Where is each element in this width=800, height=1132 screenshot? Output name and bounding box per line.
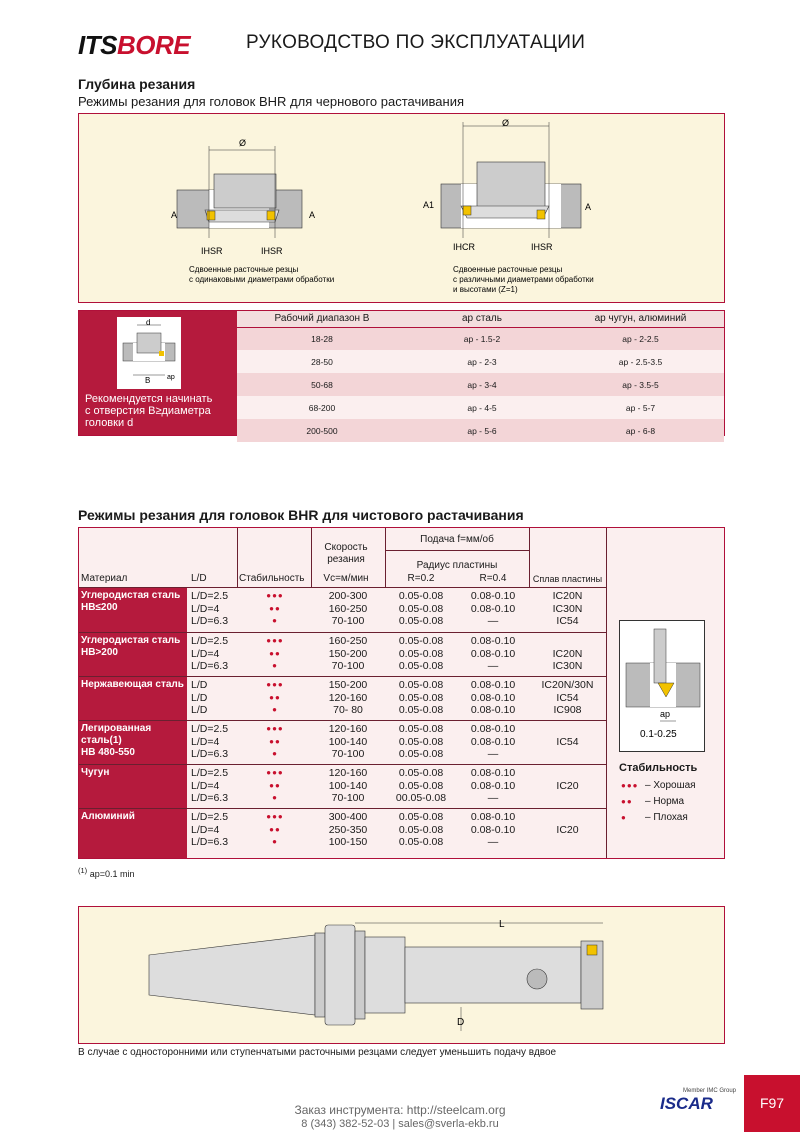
tool-note: В случае с односторонними или ступенчатыми расточными резцами следует уменьшить подачу вдвое [78, 1047, 557, 1058]
fig2-caption-1: Сдвоенные расточные резцы [453, 265, 563, 274]
speed-value: 70-100 [331, 660, 365, 672]
roughing-diagram-panel [78, 113, 725, 303]
feed-r04-value: 0.08-0.10 [470, 590, 516, 602]
depth-table [237, 311, 724, 442]
fig2-right-cutter-label: IHSR [531, 242, 553, 252]
feed-r04-value: 0.08-0.10 [470, 823, 516, 836]
finish-side-diagram [619, 620, 705, 752]
grade-value: IC20 [556, 779, 579, 792]
ld-value: L/D=6.3 [191, 792, 229, 804]
header-vc: Vc=м/мин [323, 573, 369, 584]
stability-dots: ●● [269, 736, 281, 746]
mini-b-label: B [145, 376, 151, 385]
stability-dots: ● [272, 616, 278, 625]
header-r02: R=0.2 [407, 573, 435, 584]
grade-value: IC20N [552, 647, 583, 660]
fig1-dia-label: Ø [239, 138, 247, 148]
ld-value: L/D=2.5 [191, 590, 229, 602]
speed-value: 160-250 [328, 602, 368, 615]
grade-value: IC20 [556, 823, 579, 836]
table-row: 68-200 ap - 4-5 ap - 5-7 [237, 396, 724, 419]
ld-value: L/D=2.5 [191, 635, 229, 647]
depth-section-subtitle: Режимы резания для головок BHR для чернового растачивания [78, 94, 464, 109]
stability-dots: ● [272, 793, 278, 802]
ld-value: L/D=6.3 [191, 836, 229, 848]
stability-dots: ●● [269, 824, 281, 834]
feed-r02-value: 0.05-0.08 [398, 723, 444, 735]
speed-value: 160-250 [328, 635, 368, 647]
grade-value: IC30N [552, 660, 583, 672]
fig1-caption-1: Сдвоенные расточные резцы [189, 265, 299, 274]
stability-dots: ●● [269, 780, 281, 790]
feed-r04-value: 0.08-0.10 [470, 635, 516, 647]
stability-legend: ●●● – Хорошая ●● – Норма ● – Плохая [621, 780, 696, 823]
header-stability: Стабильность [239, 573, 305, 584]
material-name: Алюминий [81, 811, 135, 822]
fig2-a1-label: A1 [423, 200, 435, 210]
material-name: Нержавеющая сталь [81, 679, 184, 690]
header-grade: Сплав пластины [532, 574, 603, 584]
material-name: Углеродистая сталь HB>200 [81, 635, 181, 658]
feed-r02-value: 0.05-0.08 [398, 735, 444, 748]
stability-dots: ●●● [266, 812, 284, 821]
stability-dots: ● [272, 705, 278, 714]
feed-r02-value: 0.05-0.08 [398, 635, 444, 647]
ld-value: L/D=6.3 [191, 748, 229, 760]
ld-value: L/D=4 [191, 602, 220, 615]
feed-r02-value: 0.05-0.08 [398, 679, 444, 691]
order-info-line: Заказ инструмента: http://steelcam.org [294, 1103, 506, 1117]
table-row [79, 764, 606, 808]
speed-value: 100-150 [328, 836, 368, 848]
stability-dots: ●●● [266, 591, 284, 600]
table-row: 200-500 ap - 5-6 ap - 6-8 [237, 419, 724, 442]
speed-value: 70-100 [331, 792, 365, 804]
stability-dots: ●● [269, 648, 281, 658]
ld-value: L/D [191, 704, 208, 716]
twin-cutter-equal-figure [171, 138, 334, 284]
table-row [79, 588, 606, 632]
fig2-a-label: A [585, 202, 592, 212]
grade-value: IC908 [553, 704, 582, 716]
fig2-caption-2: с различными диаметрами обработки [453, 275, 594, 284]
depth-table-frame [78, 310, 725, 436]
ld-value: L/D=4 [191, 647, 220, 660]
material-name: Углеродистая сталь HB≤200 [81, 590, 181, 613]
stability-dots: ●●● [266, 680, 284, 689]
feed-r02-value: 0.05-0.08 [398, 660, 444, 672]
header-radius: Радиус пластины [416, 560, 498, 571]
feed-r04-value: 0.08-0.10 [470, 811, 516, 823]
header-material: Материал [81, 573, 128, 584]
stability-dots: ●● [269, 692, 281, 702]
tool-d-label: D [457, 1017, 465, 1028]
mini-ap-label: ap [167, 374, 175, 381]
feed-r04-value: 0.08-0.10 [470, 767, 516, 779]
feed-r02-value: 0.05-0.08 [398, 590, 444, 602]
fig1-right-cutter-label: IHSR [261, 246, 283, 256]
fig1-a-right-label: A [309, 210, 316, 220]
fig1-caption-2: с одинаковыми диаметрами обработки [189, 275, 335, 284]
depth-note-text: Рекомендуется начинать с отверстия B≥диаметра головки d [85, 393, 213, 429]
feed-r02-value: 0.05-0.08 [398, 615, 444, 627]
speed-value: 150-200 [328, 679, 368, 691]
stability-dots: ●●● [266, 724, 284, 733]
feed-r04-value: 0.08-0.10 [470, 602, 516, 615]
stability-title: Стабильность [619, 762, 698, 774]
depth-note-panel [79, 311, 237, 435]
roughing-diagram [79, 114, 726, 304]
feed-r02-value: 0.05-0.08 [398, 602, 444, 615]
feed-r02-value: 0.05-0.08 [398, 704, 444, 716]
feed-r04-value: 0.08-0.10 [470, 647, 516, 660]
ld-value: L/D=4 [191, 823, 220, 836]
speed-value: 250-350 [328, 823, 368, 836]
side-range-label: 0.1-0.25 [640, 729, 677, 740]
feed-r04-value: 0.08-0.10 [470, 691, 516, 704]
stability-dots: ●● [269, 603, 281, 613]
header-feed: Подача f=мм/об [420, 534, 494, 545]
feed-r02-value: 00.05-0.08 [395, 792, 447, 804]
ld-value: L/D=2.5 [191, 811, 229, 823]
stability-dots: ● [272, 661, 278, 670]
speed-value: 70- 80 [333, 704, 363, 716]
speed-value: 200-300 [328, 590, 368, 602]
feed-r02-value: 0.05-0.08 [398, 811, 444, 823]
ld-value: L/D [191, 691, 208, 704]
finish-table-frame [78, 527, 725, 859]
speed-value: 120-160 [328, 691, 368, 704]
table-row [79, 632, 606, 676]
material-name: Легированная сталь(1) HB 480-550 [81, 723, 152, 758]
table-row: 28-50 ap - 2-3 ap - 2.5-3.5 [237, 350, 724, 373]
feed-r02-value: 0.05-0.08 [398, 748, 444, 760]
twin-cutter-different-figure [423, 118, 594, 294]
feed-r02-value: 0.05-0.08 [398, 691, 444, 704]
tool-drawing-panel [78, 906, 725, 1044]
header-ld: L/D [191, 573, 207, 584]
tool-l-label: L [499, 919, 505, 930]
feed-r04-value: — [487, 792, 499, 804]
finish-section-title: Режимы резания для головок BHR для чистового растачивания [78, 507, 524, 523]
depth-table-header: Рабочий диапазон B ap сталь ap чугун, алюминий [237, 311, 724, 327]
stability-dots: ●●● [266, 636, 284, 645]
grade-value: IC54 [556, 691, 579, 704]
contact-line: 8 (343) 382-52-03 | sales@sverla-ekb.ru [301, 1118, 499, 1130]
speed-value: 120-160 [328, 723, 368, 735]
feed-r04-value: 0.08-0.10 [470, 779, 516, 792]
ld-value: L/D=2.5 [191, 723, 229, 735]
feed-r02-value: 0.05-0.08 [398, 823, 444, 836]
feed-r04-value: — [487, 836, 499, 848]
stability-dots: ● [272, 749, 278, 758]
table-row: 50-68 ap - 3-4 ap - 3.5-5 [237, 373, 724, 396]
table-row [79, 720, 606, 764]
header-speed: Скорость резания [324, 542, 368, 565]
speed-value: 100-140 [328, 779, 368, 792]
stability-dots: ● [272, 837, 278, 846]
document-title: РУКОВОДСТВО ПО ЭКСПЛУАТАЦИИ [246, 32, 586, 53]
ld-value: L/D=6.3 [191, 660, 229, 672]
side-ap-label: ap [660, 709, 671, 719]
fig2-left-cutter-label: IHCR [453, 242, 475, 252]
speed-value: 120-160 [328, 767, 368, 779]
material-name: Чугун [81, 767, 110, 778]
finish-table-header [79, 528, 606, 588]
feed-r04-value: — [487, 660, 499, 672]
fig2-caption-3: и высотами (Z=1) [453, 285, 518, 294]
grade-value: IC20N [552, 590, 583, 602]
boring-tool-drawing [79, 907, 726, 1045]
feed-r04-value: 0.08-0.10 [470, 704, 516, 716]
feed-r04-value: — [487, 615, 499, 627]
table-row [79, 808, 606, 854]
feed-r04-value: 0.08-0.10 [470, 735, 516, 748]
feed-r04-value: 0.08-0.10 [470, 679, 516, 691]
fig1-a-left-label: A [171, 210, 178, 220]
grade-value: IC20N/30N [541, 679, 594, 691]
feed-r02-value: 0.05-0.08 [398, 836, 444, 848]
ld-value: L/D [191, 679, 208, 691]
feed-r02-value: 0.05-0.08 [398, 647, 444, 660]
grade-value: IC30N [552, 602, 583, 615]
feed-r02-value: 0.05-0.08 [398, 767, 444, 779]
depth-section-title: Глубина резания [78, 76, 196, 92]
fig2-dia-label: Ø [502, 118, 510, 128]
fig1-left-cutter-label: IHSR [201, 246, 223, 256]
speed-value: 150-200 [328, 647, 368, 660]
mini-d-label: d [146, 318, 151, 327]
ld-value: L/D=6.3 [191, 615, 229, 627]
grade-value: IC54 [556, 735, 579, 748]
ld-value: L/D=2.5 [191, 767, 229, 779]
stability-dots: ●●● [266, 768, 284, 777]
table-row [79, 676, 606, 720]
feed-r04-value: — [487, 748, 499, 760]
feed-r02-value: 0.05-0.08 [398, 779, 444, 792]
itsbore-logo: ITSBORE [78, 30, 191, 60]
feed-r04-value: 0.08-0.10 [470, 723, 516, 735]
speed-value: 70-100 [331, 748, 365, 760]
table-row: 18-28 ap - 1.5-2 ap - 2-2.5 [237, 327, 724, 350]
speed-value: 70-100 [331, 615, 365, 627]
speed-value: 100-140 [328, 735, 368, 748]
iscar-logo: Member IMC Group ISCAR [660, 1088, 736, 1113]
grade-value: IC54 [556, 615, 579, 627]
header-r04: R=0.4 [479, 573, 507, 584]
ld-value: L/D=4 [191, 779, 220, 792]
page-number: F97 [744, 1075, 800, 1132]
speed-value: 300-400 [328, 811, 368, 823]
depth-mini-diagram [117, 317, 181, 389]
footnote: $^{(1)}$ ap=0.1 min [78, 866, 135, 879]
ld-value: L/D=4 [191, 735, 220, 748]
